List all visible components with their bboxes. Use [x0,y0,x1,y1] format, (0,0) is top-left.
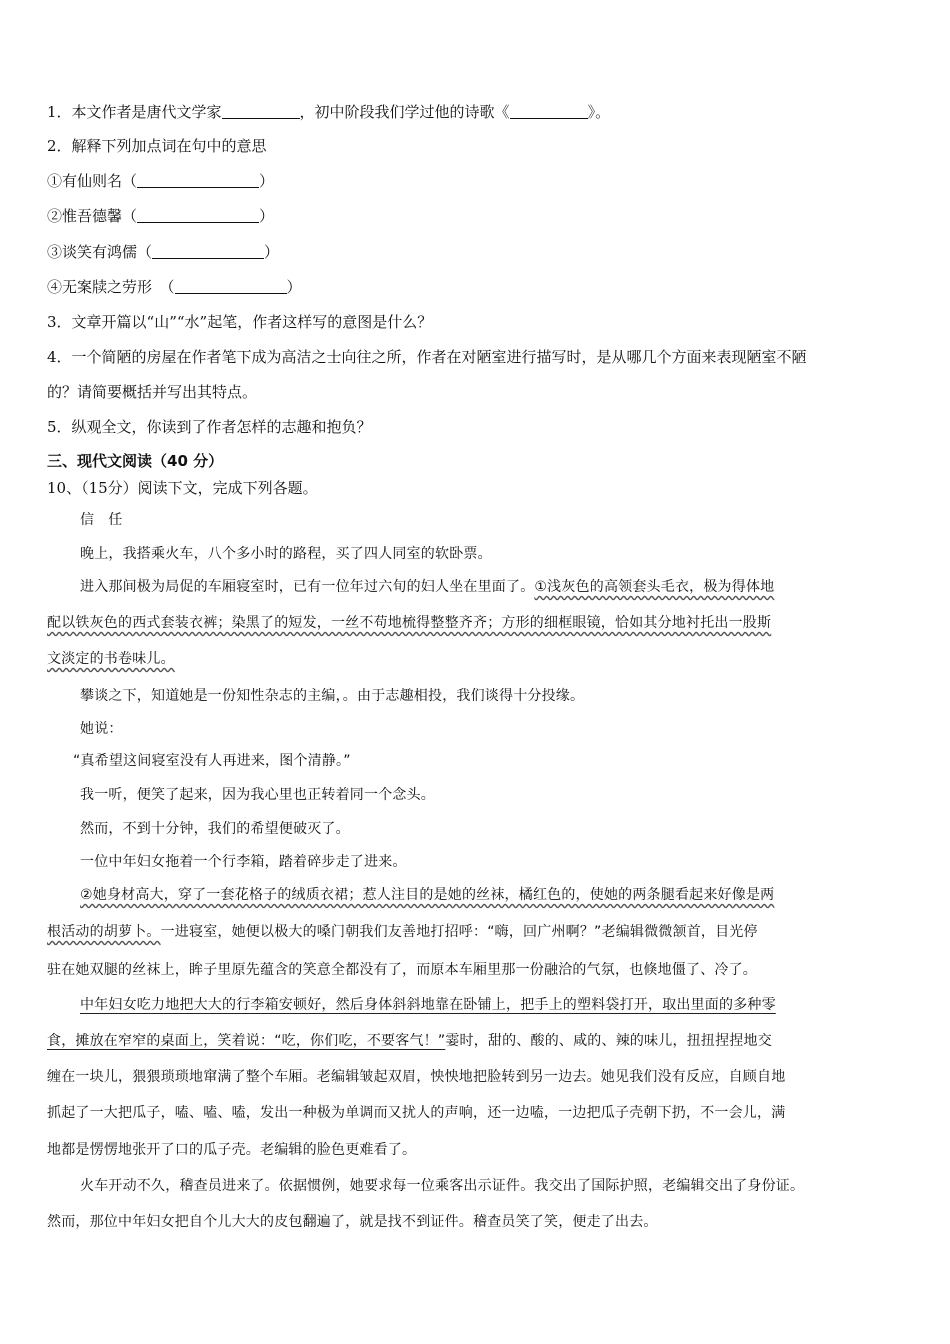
story-paragraph-2-text: 进入那间极为局促的车厢寝室时，已有一位年过六旬的妇人坐在里面了。 [80,579,535,595]
question-3: 3．文章开篇以“山”“水”起笔，作者这样写的意图是什么？ [47,313,433,331]
question-5: 5．纵观全文，你读到了作者怎样的志趣和抱负？ [47,418,372,436]
question-2-item-2-close: ） [259,207,275,225]
story-paragraph-10-line-4: 抓起了一大把瓜子，嗑、嗑、嗑，发出一种极为单调而又扰人的声响，还一边嗑，一边把瓜子壳朝下扔，不一会儿，满 [47,1105,786,1121]
question-2-item-4-close: ） [286,278,302,296]
story-paragraph-11-line-1: 火车开动不久，稽查员进来了。依据惯例，她要求每一位乘客出示证件。我交出了国际护照，老编辑交出了身份证。 [80,1178,805,1194]
answer-blank-2-1[interactable] [137,171,259,188]
answer-blank-poem[interactable] [510,102,588,119]
story-paragraph-10-line-5: 地都是愣愣地张开了口的瓜子壳。老编辑的脸色更难看了。 [47,1142,417,1158]
story-paragraph-10-line-3: 缠在一块儿，猥猥琐琐地窜满了整个车厢。老编辑皱起双眉，怏怏地把脸转到另一边去。她见我们没有反应，自顾自地 [47,1069,786,1085]
story-paragraph-8: 一位中年妇女拖着一个行李箱，踏着碎步走了进来。 [80,854,407,870]
answer-blank-2-4[interactable] [175,277,287,294]
question-4-line-2: 的？请简要概括并写出其特点。 [47,383,258,401]
section-heading: 三、现代文阅读（40 分） [47,452,224,470]
question-2-item-4-text: ④无案牍之劳形 （ [47,278,175,296]
story-paragraph-2-line-3 [47,648,907,670]
story-paragraph-9-line-3: 驻在她双腿的丝袜上，眸子里原先蕴含的笑意全都没有了，而原本车厢里那一份融洽的气氛，也倏地僵了、冷了。 [47,962,757,978]
question-1-text-mid: ，初中阶段我们学过他的诗歌《 [299,103,510,121]
story-paragraph-9-line-1: ②她身材高大，穿了一套花格子的绒质衣裙；惹人注目的是她的丝袜，橘红色的，使她的两条腿看起来好像是两 [80,887,775,903]
question-1 [47,101,907,123]
wavy-underlined-sentence-1-end: 文淡定的书卷味儿。 [47,651,175,667]
story-paragraph-2-line-1 [80,576,908,598]
question-4-line-1: 4．一个简陋的房屋在作者笔下成为高洁之士向往之所，作者在对陋室进行描写时，是从哪几个方面来表现陋室不陋 [47,348,807,366]
story-paragraph-4: 她说： [80,721,123,737]
story-paragraph-9-line-2 [47,921,907,943]
answer-blank-author[interactable] [222,102,300,119]
question-2-item-1-close: ） [259,172,275,190]
underlined-sentence-3-end: 食，摊放在窄窄的桌面上，笑着说：“吃，你们吃，不要客气！” [47,1033,446,1049]
question-2-item-1 [47,170,907,192]
question-1-text: 1．本文作者是唐代文学家 [47,103,222,121]
answer-blank-2-2[interactable] [137,206,259,223]
story-paragraph-10-text: 霎时，甜的、酸的、咸的、辣的味儿，扭扭捏捏地交 [445,1033,772,1049]
story-title: 信 任 [80,512,123,528]
story-paragraph-10-line-1: 中年妇女吃力地把大大的行李箱安顿好，然后身体斜斜地靠在卧铺上，把手上的塑料袋打开，取出里面的多种零 [80,997,776,1013]
question-2: 2．解释下列加点词在句中的意思 [47,137,267,155]
question-2-item-3-text: ③谈笑有鸿儒（ [47,243,153,261]
story-paragraph-1: 晚上，我搭乘火车，八个多小时的路程，买了四人同室的软卧票。 [80,546,492,562]
question-2-item-2-text: ②惟吾德馨（ [47,207,138,225]
question-2-item-2 [47,205,907,227]
wavy-underlined-sentence-2-end: 根活动的胡萝卜。 [47,924,161,940]
section-intro: 10、（15分）阅读下文，完成下列各题。 [47,479,318,497]
question-2-item-3-close: ） [264,243,280,261]
story-paragraph-3: 攀谈之下，知道她是一份知性杂志的主编，。由于志趣相投，我们谈得十分投缘。 [80,688,585,704]
question-2-item-4 [47,276,907,298]
story-paragraph-11-line-2: 然而，那位中年妇女把自个儿大大的皮包翻遍了，就是找不到证件。稽查员笑了笑，便走了出去。 [47,1214,658,1230]
wavy-underlined-sentence-1: ①浅灰色的高领套头毛衣，极为得体地 [534,579,775,595]
story-paragraph-2-line-2: 配以铁灰色的西式套装衣裤；染黑了的短发，一丝不苟地梳得整整齐齐；方形的细框眼镜，恰如其分地衬托出一股斯 [47,615,772,631]
question-1-text-end: 》。 [587,103,611,121]
story-paragraph-5: “真希望这间寝室没有人再进来，图个清静。” [73,753,351,769]
story-paragraph-9-text: 一进寝室，她便以极大的嗓门朝我们友善地打招呼：“嗨，回广州啊？”老编辑微微颔首，目光停 [160,924,758,940]
story-paragraph-10-line-2 [47,1030,907,1052]
question-2-item-1-text: ①有仙则名（ [47,172,138,190]
story-paragraph-6: 我一听，便笑了起来，因为我心里也正转着同一个念头。 [80,787,435,803]
story-paragraph-7: 然而，不到十分钟，我们的希望便破灭了。 [80,821,350,837]
answer-blank-2-3[interactable] [152,242,264,259]
question-2-item-3 [47,241,907,263]
